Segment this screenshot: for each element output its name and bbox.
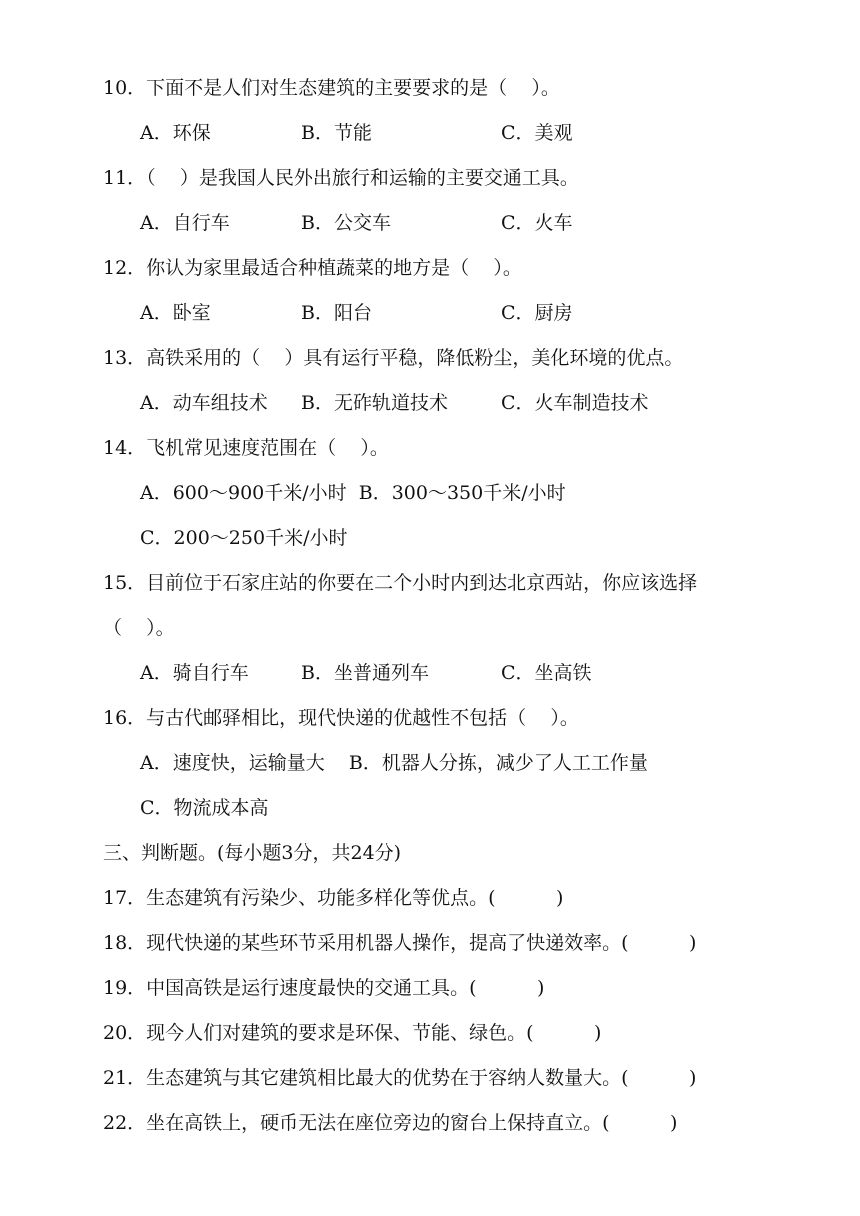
q14-option-c: C．200～250千米/小时 (140, 527, 348, 549)
question-10: 10．下面不是人们对生态建筑的主要要求的是（ ）。 (103, 77, 560, 99)
q16-options-ab: A．速度快，运输量大 B．机器人分拣，减少了人工工作量 (140, 752, 648, 774)
question-21: 21．生态建筑与其它建筑相比最大的优势在于容纳人数量大。( ) (103, 1067, 697, 1089)
question-15-continued: （ ）。 (103, 617, 175, 639)
question-14: 14．飞机常见速度范围在（ ）。 (103, 437, 389, 459)
q11-option-a: A．自行车 (140, 212, 230, 234)
question-19: 19．中国高铁是运行速度最快的交通工具。( ) (103, 977, 545, 999)
q15-option-c: C．坐高铁 (501, 662, 592, 684)
q15-option-a: A．骑自行车 (140, 662, 249, 684)
question-17: 17．生态建筑有污染少、功能多样化等优点。( ) (103, 887, 564, 909)
q13-option-a: A．动车组技术 (140, 392, 268, 414)
q13-option-b: B．无砟轨道技术 (301, 392, 448, 414)
q16-option-c: C．物流成本高 (140, 797, 269, 819)
q10-option-a: A．环保 (140, 122, 211, 144)
section-heading: 三、判断题。(每小题3分，共24分) (103, 842, 402, 864)
question-18: 18．现代快递的某些环节采用机器人操作，提高了快递效率。( ) (103, 932, 697, 954)
q13-option-c: C．火车制造技术 (501, 392, 649, 414)
q12-option-c: C．厨房 (501, 302, 573, 324)
q14-options-ab: A．600～900千米/小时 B．300～350千米/小时 (140, 482, 566, 504)
question-13: 13．高铁采用的（ ）具有运行平稳，降低粉尘，美化环境的优点。 (103, 347, 684, 369)
q12-option-a: A．卧室 (140, 302, 211, 324)
q15-option-b: B．坐普通列车 (301, 662, 429, 684)
question-11: 11．（ ）是我国人民外出旅行和运输的主要交通工具。 (103, 167, 579, 189)
question-16: 16．与古代邮驿相比，现代快递的优越性不包括（ ）。 (103, 707, 579, 729)
question-15: 15．目前位于石家庄站的你要在二个小时内到达北京西站，你应该选择 (103, 572, 698, 594)
q11-option-b: B．公交车 (301, 212, 391, 234)
q10-option-c: C．美观 (501, 122, 573, 144)
q11-option-c: C．火车 (501, 212, 573, 234)
question-20: 20．现今人们对建筑的要求是环保、节能、绿色。( ) (103, 1022, 602, 1044)
q10-option-b: B．节能 (301, 122, 372, 144)
question-22: 22．坐在高铁上，硬币无法在座位旁边的窗台上保持直立。( ) (103, 1112, 678, 1134)
q12-option-b: B．阳台 (301, 302, 372, 324)
question-12: 12．你认为家里最适合种植蔬菜的地方是（ ）。 (103, 257, 522, 279)
